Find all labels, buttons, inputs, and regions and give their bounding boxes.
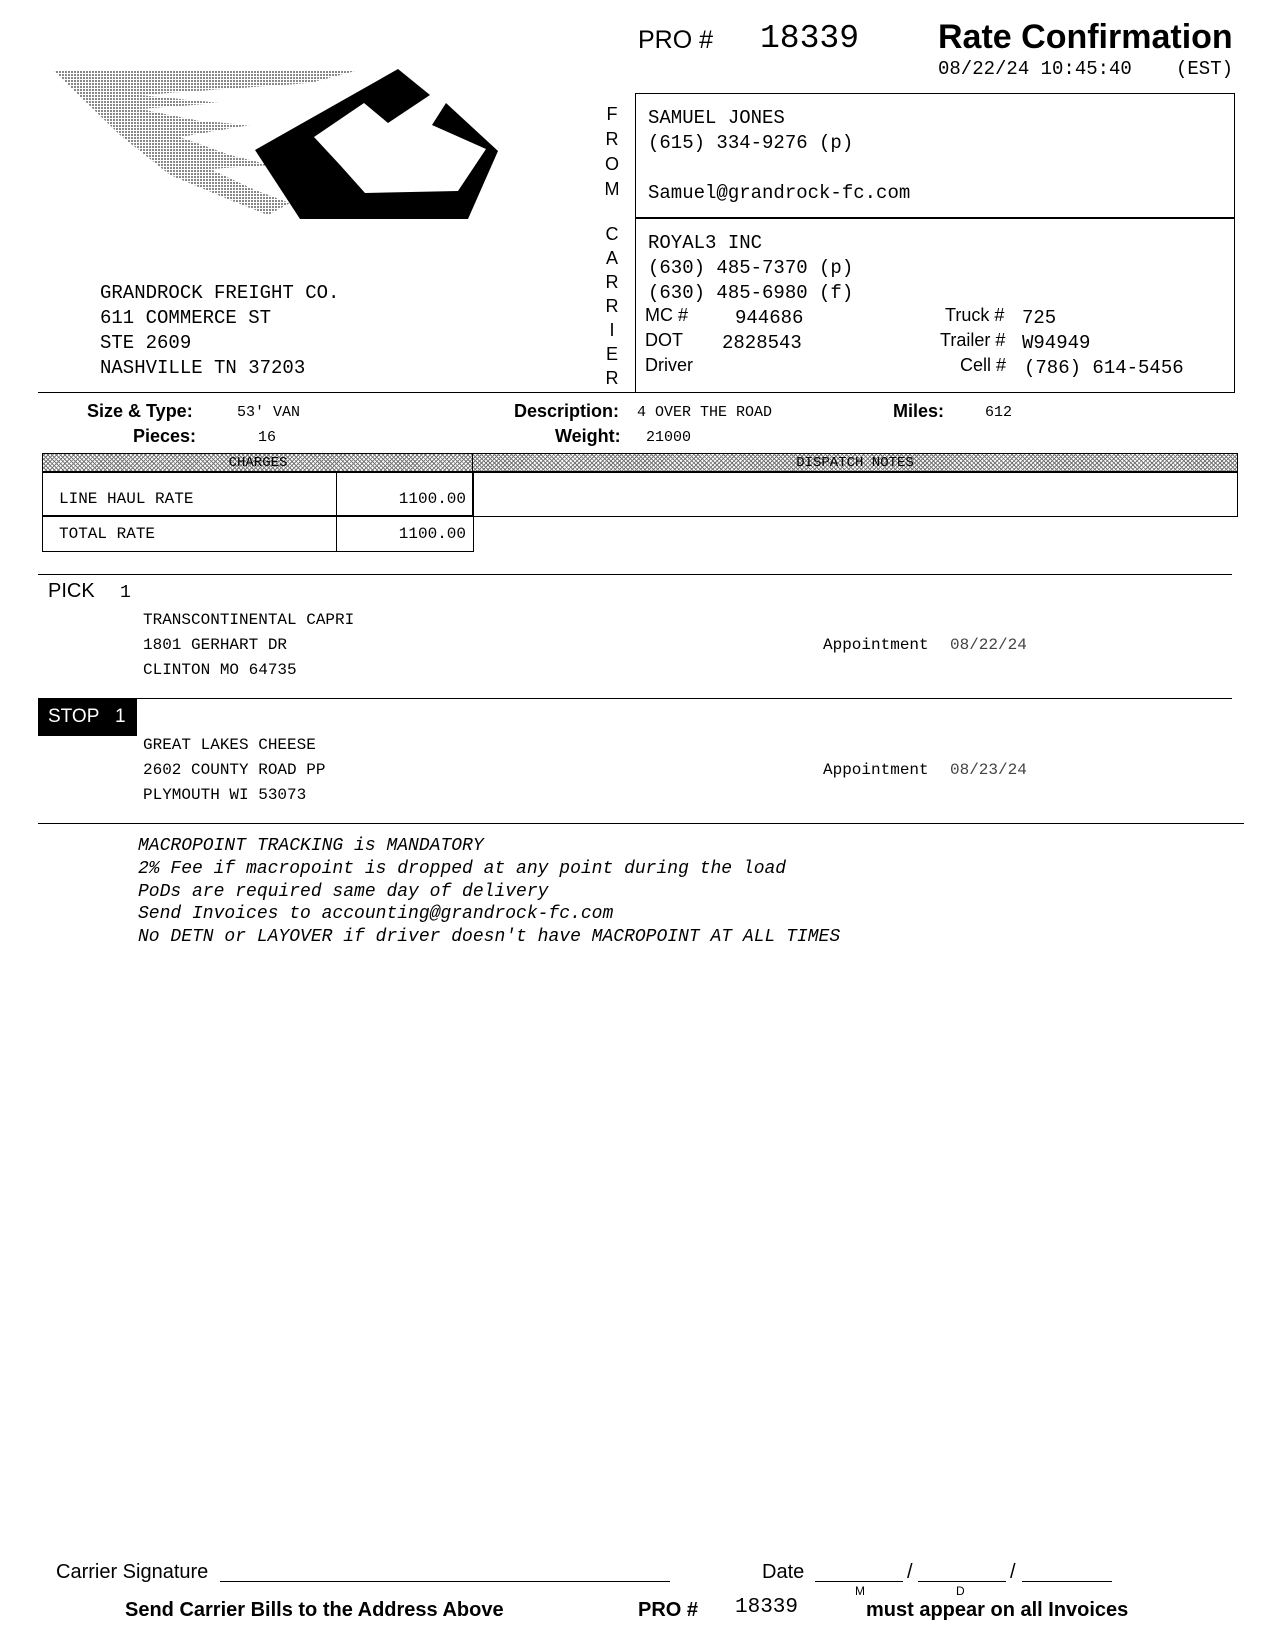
from-name: SAMUEL JONES <box>648 107 785 129</box>
carrier-letter: I <box>609 320 615 340</box>
notes-divider <box>38 823 1244 824</box>
signature-line[interactable] <box>220 1581 670 1582</box>
note-line: MACROPOINT TRACKING is MANDATORY <box>138 836 484 856</box>
date-month-line[interactable] <box>815 1581 903 1582</box>
stop-label: STOP <box>48 706 100 727</box>
charges-header-label: CHARGES <box>228 455 288 471</box>
carrier-fax: (630) 485-6980 (f) <box>648 282 854 304</box>
size-type-value: 53' VAN <box>237 404 301 421</box>
dispatch-notes-body <box>472 471 1238 517</box>
from-letter: F <box>606 104 618 124</box>
description-label: Description: <box>514 401 620 421</box>
trailer-number: W94949 <box>1022 332 1091 354</box>
date-month-label: M <box>855 1584 865 1598</box>
date-separator: / <box>907 1561 913 1583</box>
date-separator: / <box>1010 1561 1016 1583</box>
carrier-vertical-label <box>600 222 624 390</box>
carrier-phone: (630) 485-7370 (p) <box>648 257 854 279</box>
note-line: No DETN or LAYOVER if driver doesn't have MACROPOINT AT ALL TIMES <box>138 927 841 947</box>
timestamp: 08/22/24 10:45:40 <box>938 58 1132 80</box>
note-line: Send Invoices to accounting@grandrock-fc.com <box>138 904 614 924</box>
mc-label: MC # <box>645 305 689 325</box>
must-appear-note: must appear on all Invoices <box>866 1599 1129 1621</box>
signature-label: Carrier Signature <box>56 1561 209 1583</box>
carrier-name: ROYAL3 INC <box>648 232 763 254</box>
company-city: NASHVILLE TN 37203 <box>100 357 306 379</box>
dispatch-notes-header <box>472 453 1238 473</box>
pro-number: 18339 <box>760 20 860 57</box>
section-divider <box>38 698 1232 699</box>
driver-label: Driver <box>645 355 693 375</box>
dot-label: DOT <box>645 330 683 350</box>
note-line: 2% Fee if macropoint is dropped at any point during the load <box>138 859 787 879</box>
mc-number: 944686 <box>735 307 804 329</box>
carrier-letter: R <box>605 296 619 316</box>
cell-label: Cell # <box>960 355 1007 375</box>
company-name: GRANDROCK FREIGHT CO. <box>100 282 340 304</box>
charge-label: LINE HAUL RATE <box>59 490 194 508</box>
miles-value: 612 <box>985 404 1013 421</box>
dispatch-notes-header-label: DISPATCH NOTES <box>796 455 914 471</box>
pick-street: 1801 GERHART DR <box>143 636 288 654</box>
date-day-line[interactable] <box>918 1581 1006 1582</box>
weight-value: 21000 <box>646 429 692 446</box>
pick-name: TRANSCONTINENTAL CAPRI <box>143 611 355 629</box>
date-day-label: D <box>956 1584 965 1598</box>
stop-appointment-date: 08/23/24 <box>950 761 1027 779</box>
truck-label: Truck # <box>945 305 1005 325</box>
from-letter: O <box>604 154 619 174</box>
stop-city: PLYMOUTH WI 53073 <box>143 786 307 804</box>
cell-number: (786) 614-5456 <box>1024 357 1184 379</box>
weight-label: Weight: <box>555 426 621 446</box>
pieces-label: Pieces: <box>133 426 197 446</box>
stop-appointment-label: Appointment <box>823 761 929 779</box>
from-phone: (615) 334-9276 (p) <box>648 132 854 154</box>
size-type-label: Size & Type: <box>87 401 193 421</box>
carrier-letter: C <box>605 224 619 244</box>
charge-label: TOTAL RATE <box>59 525 156 543</box>
carrier-letter: A <box>605 248 618 268</box>
carrier-letter: E <box>605 344 618 364</box>
from-email: Samuel@grandrock-fc.com <box>648 182 911 204</box>
charges-column-divider <box>336 471 337 552</box>
from-letter: M <box>604 179 620 199</box>
carrier-letter: R <box>605 368 619 388</box>
charge-amount: 1100.00 <box>398 525 466 543</box>
stop-street: 2602 COUNTY ROAD PP <box>143 761 326 779</box>
header-divider <box>38 392 636 393</box>
pick-appointment-label: Appointment <box>823 636 929 654</box>
charge-amount: 1100.00 <box>398 490 466 508</box>
footer-pro-label: PRO # <box>638 1599 699 1621</box>
send-bills-note: Send Carrier Bills to the Address Above <box>125 1599 504 1621</box>
stop-name: GREAT LAKES CHEESE <box>143 736 316 754</box>
charges-header <box>42 453 474 473</box>
from-letter: R <box>605 129 619 149</box>
footer-pro-number: 18339 <box>735 1596 799 1619</box>
date-label: Date <box>762 1561 805 1583</box>
stop-number: 1 <box>115 706 126 727</box>
trailer-label: Trailer # <box>940 330 1006 350</box>
pieces-value: 16 <box>258 429 277 446</box>
description-value: 4 OVER THE ROAD <box>637 404 773 421</box>
grandrock-logo-icon <box>50 65 510 225</box>
timezone: (EST) <box>1176 58 1234 80</box>
dot-number: 2828543 <box>722 332 802 354</box>
note-line: PoDs are required same day of delivery <box>138 882 549 902</box>
section-divider <box>38 574 1232 575</box>
carrier-letter: R <box>605 272 619 292</box>
date-year-line[interactable] <box>1022 1581 1112 1582</box>
page-title: Rate Confirmation <box>938 18 1233 56</box>
pro-label: PRO # <box>638 26 714 54</box>
company-suite: STE 2609 <box>100 332 192 354</box>
miles-label: Miles: <box>893 401 945 421</box>
truck-number: 725 <box>1022 307 1057 329</box>
pick-label: PICK <box>48 580 95 602</box>
from-vertical-label <box>600 102 624 202</box>
pick-appointment-date: 08/22/24 <box>950 636 1027 654</box>
pick-city: CLINTON MO 64735 <box>143 661 297 679</box>
pick-number: 1 <box>120 583 131 603</box>
company-street: 611 COMMERCE ST <box>100 307 272 329</box>
